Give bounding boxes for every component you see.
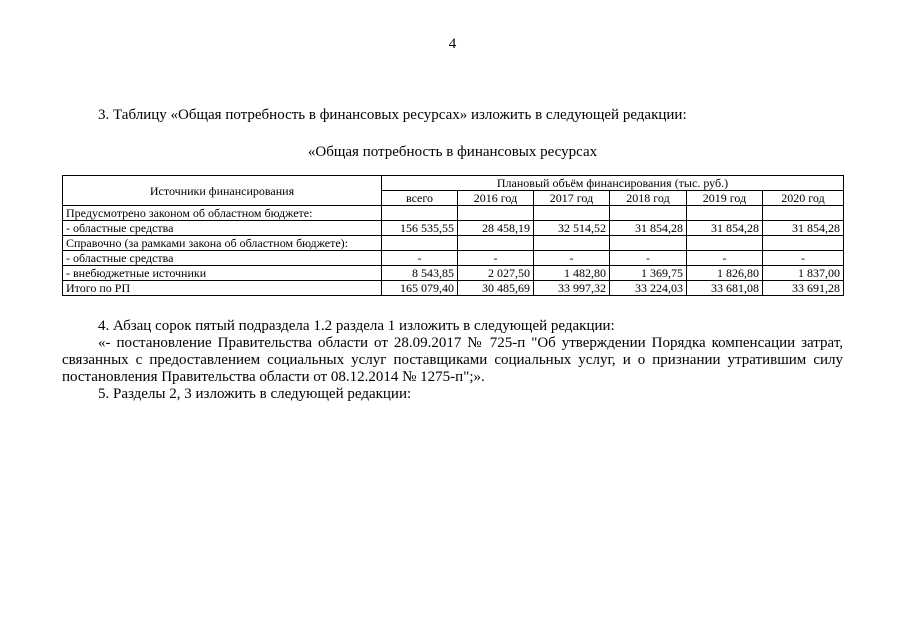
paragraph-4: 4. Абзац сорок пятый подраздела 1.2 раздела 1 изложить в следующей редакции:: [98, 318, 615, 334]
row-value: 165 079,40: [382, 281, 458, 296]
row-label: Итого по РП: [63, 281, 382, 296]
header-col-2020: 2020 год: [763, 191, 844, 206]
row-label: - внебюджетные источники: [63, 266, 382, 281]
header-col-2019: 2019 год: [687, 191, 763, 206]
row-value: -: [534, 251, 610, 266]
empty-cell: [458, 236, 534, 251]
row-value: 32 514,52: [534, 221, 610, 236]
header-planned: Плановый объём финансирования (тыс. руб.): [382, 176, 844, 191]
table-row: [63, 266, 844, 281]
header-sources: Источники финансирования: [63, 176, 382, 206]
table-header-row: [63, 176, 844, 191]
row-label: - областные средства: [63, 251, 382, 266]
row-value: 1 482,80: [534, 266, 610, 281]
row-value: 33 224,03: [610, 281, 687, 296]
empty-cell: [687, 236, 763, 251]
row-value: 31 854,28: [763, 221, 844, 236]
row-value: 31 854,28: [610, 221, 687, 236]
empty-cell: [687, 206, 763, 221]
row-value: 31 854,28: [687, 221, 763, 236]
paragraph-5: 5. Разделы 2, 3 изложить в следующей редакции:: [98, 386, 412, 402]
header-col-2016: 2016 год: [458, 191, 534, 206]
paragraph-block: [62, 318, 843, 403]
paragraph-4-quote: «- постановление Правительства области от 28.09.2017 № 725-п "Об утверждении Порядка компенсации затрат, связанных с предоставлением социальных услуг поставщиками социальных услуг, и о признании утратившим силу постановления Правительства области от 08.12.2014 № 1275-п";».: [62, 335, 843, 385]
row-value: -: [687, 251, 763, 266]
table-row: [63, 221, 844, 236]
empty-cell: [534, 236, 610, 251]
empty-cell: [458, 206, 534, 221]
row-value: 156 535,55: [382, 221, 458, 236]
table-title: «Общая потребность в финансовых ресурсах: [307, 144, 598, 160]
empty-cell: [534, 206, 610, 221]
row-value: -: [458, 251, 534, 266]
row-value: 8 543,85: [382, 266, 458, 281]
row-label: Предусмотрено законом об областном бюджете:: [63, 206, 382, 221]
row-value: 30 485,69: [458, 281, 534, 296]
row-value: 1 826,80: [687, 266, 763, 281]
financing-table: [62, 175, 844, 296]
row-value: 33 681,08: [687, 281, 763, 296]
row-label: - областные средства: [63, 221, 382, 236]
table-row: [63, 251, 844, 266]
row-value: -: [382, 251, 458, 266]
header-col-total: всего: [382, 191, 458, 206]
empty-cell: [382, 236, 458, 251]
row-value: 33 691,28: [763, 281, 844, 296]
empty-cell: [382, 206, 458, 221]
row-value: -: [610, 251, 687, 266]
row-value: 33 997,32: [534, 281, 610, 296]
header-col-2017: 2017 год: [534, 191, 610, 206]
row-value: 2 027,50: [458, 266, 534, 281]
empty-cell: [610, 236, 687, 251]
empty-cell: [763, 206, 844, 221]
row-value: 1 369,75: [610, 266, 687, 281]
row-value: 1 837,00: [763, 266, 844, 281]
empty-cell: [763, 236, 844, 251]
page-number: 4: [448, 36, 457, 52]
row-value: 28 458,19: [458, 221, 534, 236]
row-label: Справочно (за рамками закона об областном бюджете):: [63, 236, 382, 251]
paragraph-3: 3. Таблицу «Общая потребность в финансовых ресурсах» изложить в следующей редакции:: [98, 107, 687, 123]
row-value: -: [763, 251, 844, 266]
header-col-2018: 2018 год: [610, 191, 687, 206]
table-body: [63, 206, 844, 296]
empty-cell: [610, 206, 687, 221]
table-section-row: [63, 206, 844, 221]
table-row: [63, 281, 844, 296]
table-section-row: [63, 236, 844, 251]
